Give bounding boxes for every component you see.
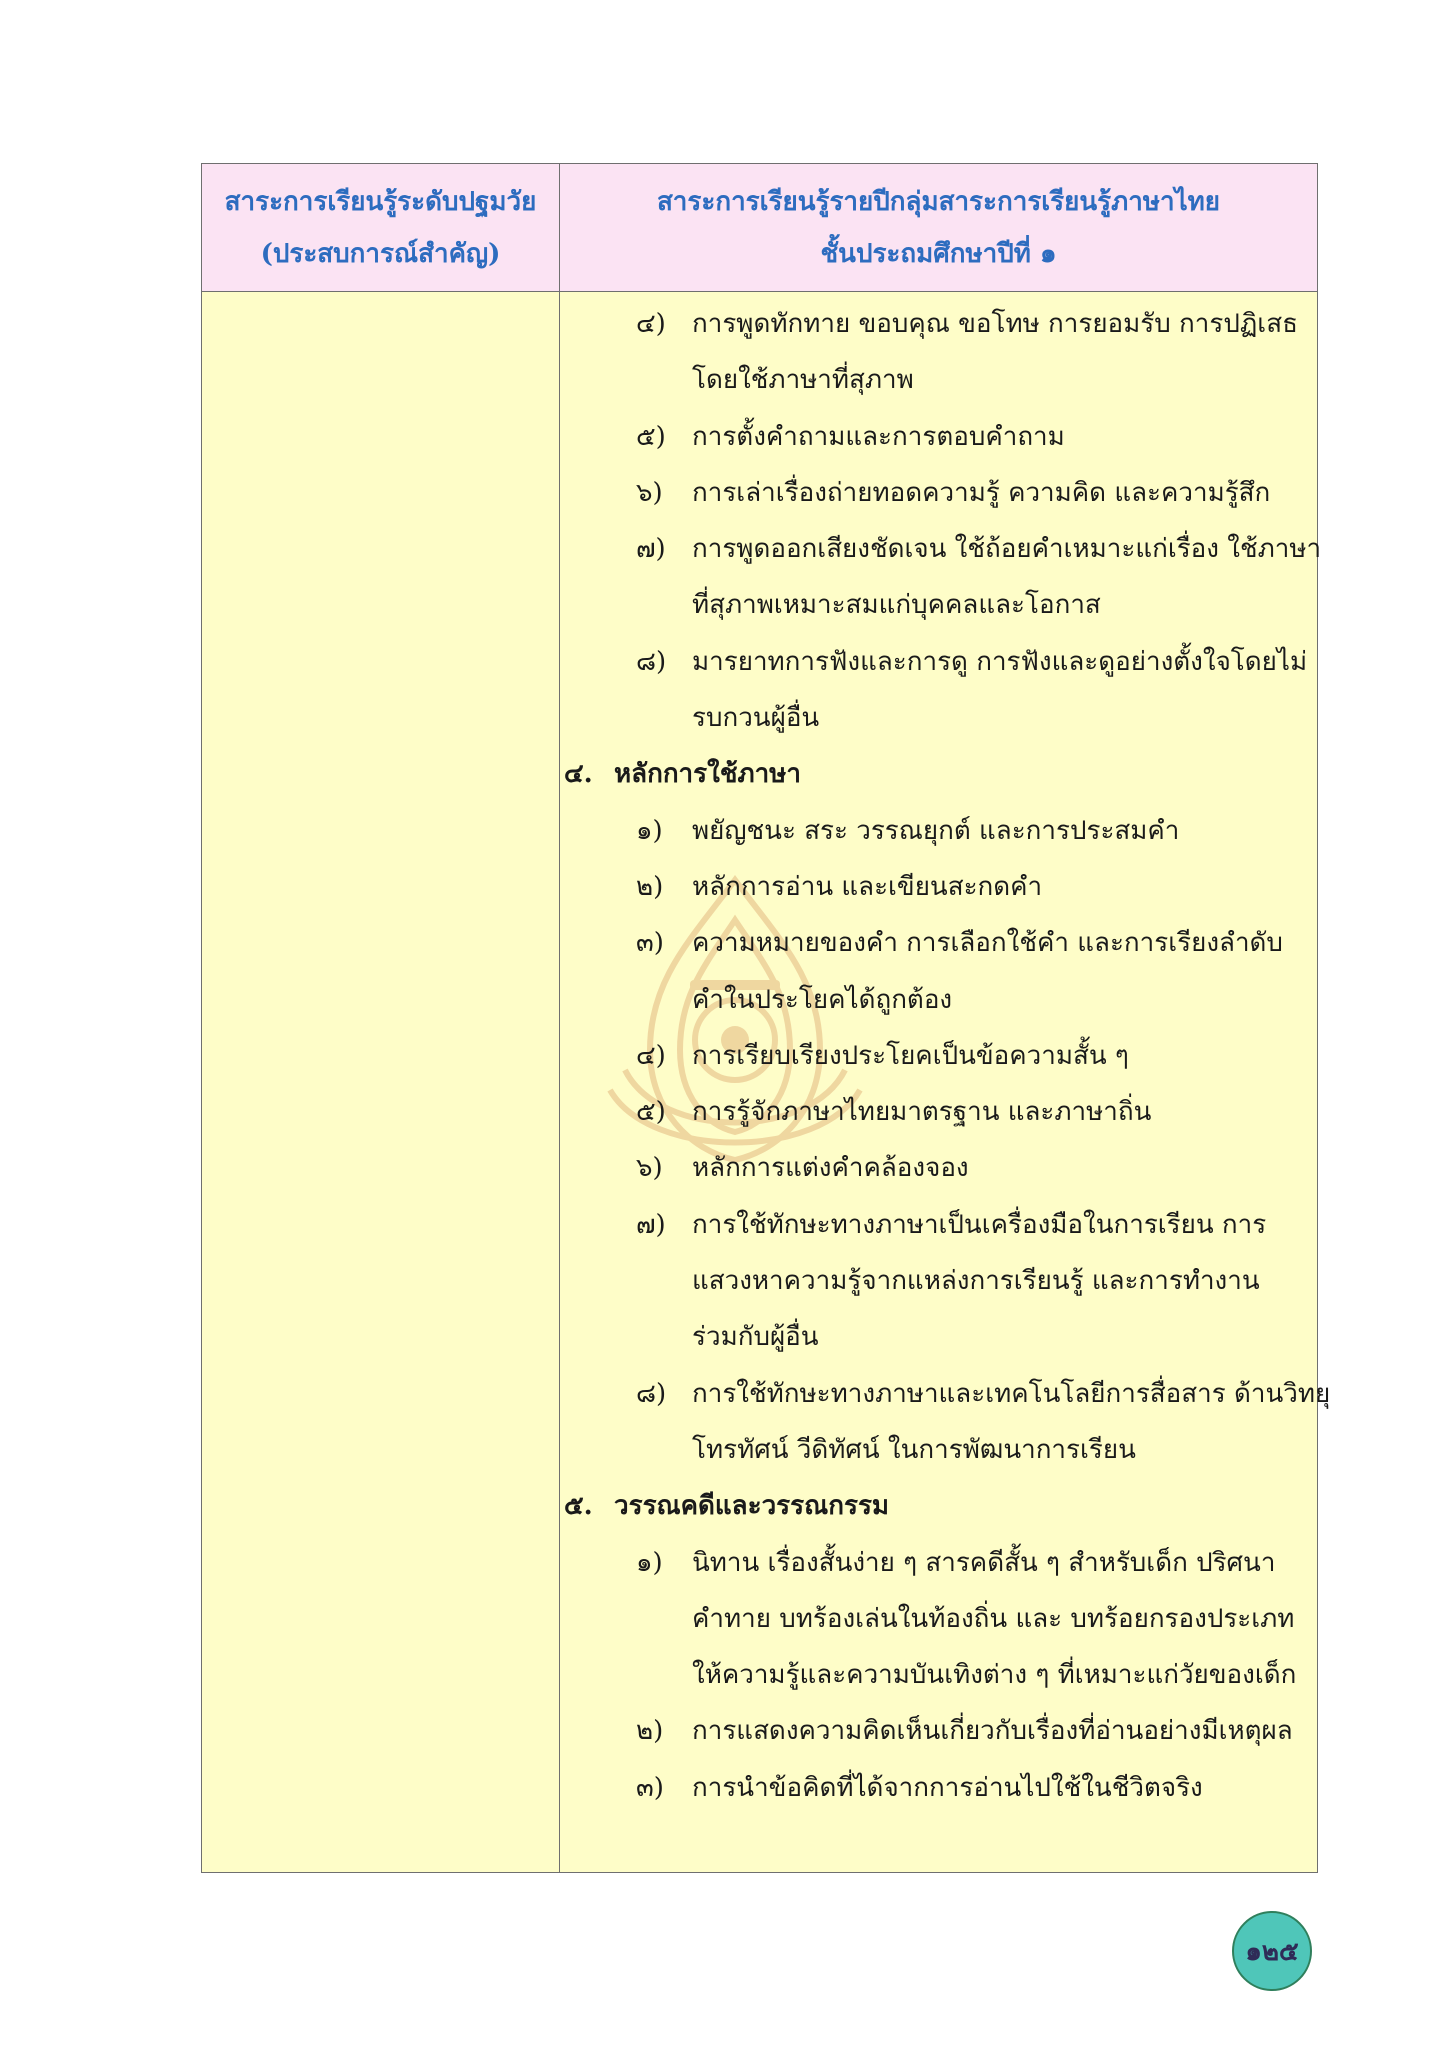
list-item-text: ที่สุภาพเหมาะสมแก่บุคคลและโอกาส — [692, 590, 1101, 621]
column-divider — [559, 164, 560, 1872]
section-5-title: วรรณคดีและวรรณกรรม — [614, 1491, 890, 1522]
list-item-number: ๒) — [636, 1716, 664, 1747]
list-item-continuation — [564, 1422, 1304, 1478]
list-item-number: ๖) — [636, 477, 663, 508]
list-item-continuation — [564, 690, 1304, 746]
item-group-a — [564, 296, 1322, 746]
list-item-text: การแสดงความคิดเห็นเกี่ยวกับเรื่องที่อ่านอย่างมีเหตุผล — [692, 1716, 1293, 1747]
list-item-text: คำในประโยคได้ถูกต้อง — [692, 984, 953, 1015]
list-item-continuation — [564, 352, 1304, 408]
list-item-number: ๕) — [636, 421, 666, 452]
curriculum-content — [564, 296, 1331, 1816]
list-item-text: การเล่าเรื่องถ่ายทอดความรู้ ความคิด และความรู้สึก — [692, 477, 1271, 508]
list-item-text: การใช้ทักษะทางภาษาและเทคโนโลยีการสื่อสาร ด้านวิทยุ — [692, 1378, 1331, 1409]
list-item — [564, 1140, 1304, 1196]
list-item-text: ความหมายของคำ การเลือกใช้คำ และการเรียงลำดับ — [692, 928, 1283, 959]
list-item-number: ๑) — [636, 1547, 663, 1578]
list-item-number: ๓) — [636, 928, 664, 959]
list-item-number: ๒) — [636, 871, 664, 902]
list-item-text: คำทาย บทร้องเล่นในท้องถิ่น และ บทร้อยกรองประเภท — [692, 1603, 1295, 1634]
list-item — [564, 1084, 1304, 1140]
list-item-text: การพูดออกเสียงชัดเจน ใช้ถ้อยคำเหมาะแก่เรื่อง ใช้ภาษา — [692, 534, 1322, 565]
list-item-continuation — [564, 1309, 1304, 1365]
list-item — [564, 465, 1304, 521]
list-item-text: มารยาทการฟังและการดู การฟังและดูอย่างตั้งใจโดยไม่ — [692, 646, 1308, 677]
section-4-heading — [564, 746, 1304, 802]
list-item-text: การเรียบเรียงประโยคเป็นข้อความสั้น ๆ — [692, 1040, 1129, 1071]
list-item-text: แสวงหาความรู้จากแหล่งการเรียนรู้ และการทำงาน — [692, 1266, 1260, 1297]
list-item — [564, 409, 1304, 465]
header-cell-early-childhood — [202, 164, 559, 292]
list-item-text: หลักการแต่งคำคล้องจอง — [692, 1153, 969, 1184]
section-4-title: หลักการใช้ภาษา — [614, 759, 801, 790]
list-item — [564, 915, 1304, 971]
list-item — [564, 859, 1304, 915]
list-item — [564, 1760, 1304, 1816]
list-item-number: ๑) — [636, 815, 663, 846]
list-item-number: ๘) — [636, 1378, 667, 1409]
header-left-line1: สาระการเรียนรู้ระดับปฐมวัย — [224, 187, 537, 217]
list-item — [564, 1703, 1304, 1759]
item-group-c — [564, 1535, 1304, 1816]
list-item-number: ๗) — [636, 1209, 666, 1240]
list-item-text: รบกวนผู้อื่น — [692, 703, 820, 734]
header-left-line2: (ประสบการณ์สำคัญ) — [260, 239, 501, 269]
list-item-continuation — [564, 1647, 1304, 1703]
list-item-text: การตั้งคำถามและการตอบคำถาม — [692, 421, 1065, 452]
list-item-number: ๖) — [636, 1153, 663, 1184]
list-item-number: ๓) — [636, 1772, 664, 1803]
list-item-text: การรู้จักภาษาไทยมาตรฐาน และภาษาถิ่น — [692, 1097, 1152, 1128]
list-item — [564, 634, 1308, 690]
section-5-heading — [564, 1478, 1304, 1534]
list-item — [564, 296, 1304, 352]
list-item — [564, 1535, 1304, 1591]
list-item-number: ๔) — [636, 309, 666, 339]
list-item-text: ร่วมกับผู้อื่น — [692, 1322, 819, 1353]
section-4-number: ๔. — [564, 759, 593, 790]
list-item-text: โทรทัศน์ วีดิทัศน์ ในการพัฒนาการเรียน — [692, 1434, 1136, 1465]
item-group-b — [564, 803, 1331, 1479]
list-item-text: การพูดทักทาย ขอบคุณ ขอโทษ การยอมรับ การปฏิเสธ — [692, 309, 1298, 339]
table-header-row — [202, 164, 1317, 292]
list-item-text: โดยใช้ภาษาที่สุภาพ — [692, 365, 914, 396]
list-item-number: ๕) — [636, 1097, 666, 1128]
list-item-text: การใช้ทักษะทางภาษาเป็นเครื่องมือในการเรียน การ — [692, 1209, 1267, 1240]
list-item-text: นิทาน เรื่องสั้นง่าย ๆ สารคดีสั้น ๆ สำหรับเด็ก ปริศนา — [692, 1547, 1276, 1578]
header-right-line2: ชั้นประถมศึกษาปีที่ ๑ — [820, 239, 1057, 269]
page-number-badge: ๑๒๕ — [1232, 1911, 1312, 1991]
list-item — [564, 1197, 1304, 1253]
list-item-continuation — [564, 1591, 1304, 1647]
list-item-number: ๗) — [636, 534, 666, 565]
header-cell-thai-grade1 — [560, 164, 1317, 292]
list-item-continuation — [564, 972, 1304, 1028]
list-item-continuation — [564, 1253, 1304, 1309]
list-item-number: ๔) — [636, 1040, 666, 1071]
list-item-text: การนำข้อคิดที่ได้จากการอ่านไปใช้ในชีวิตจริง — [692, 1772, 1203, 1803]
list-item — [564, 803, 1304, 859]
list-item-text: พยัญชนะ สระ วรรณยุกต์ และการประสมคำ — [692, 815, 1180, 846]
section-5-number: ๕. — [564, 1491, 593, 1522]
list-item — [564, 1366, 1331, 1422]
list-item-text: ให้ความรู้และความบันเทิงต่าง ๆ ที่เหมาะแก่วัยของเด็ก — [692, 1660, 1297, 1691]
header-right-line1: สาระการเรียนรู้รายปีกลุ่มสาระการเรียนรู้ภาษาไทย — [656, 187, 1221, 217]
list-item — [564, 521, 1322, 577]
list-item — [564, 1028, 1304, 1084]
list-item-continuation — [564, 577, 1304, 633]
list-item-text: หลักการอ่าน และเขียนสะกดคำ — [692, 871, 1043, 902]
list-item-number: ๘) — [636, 646, 667, 677]
